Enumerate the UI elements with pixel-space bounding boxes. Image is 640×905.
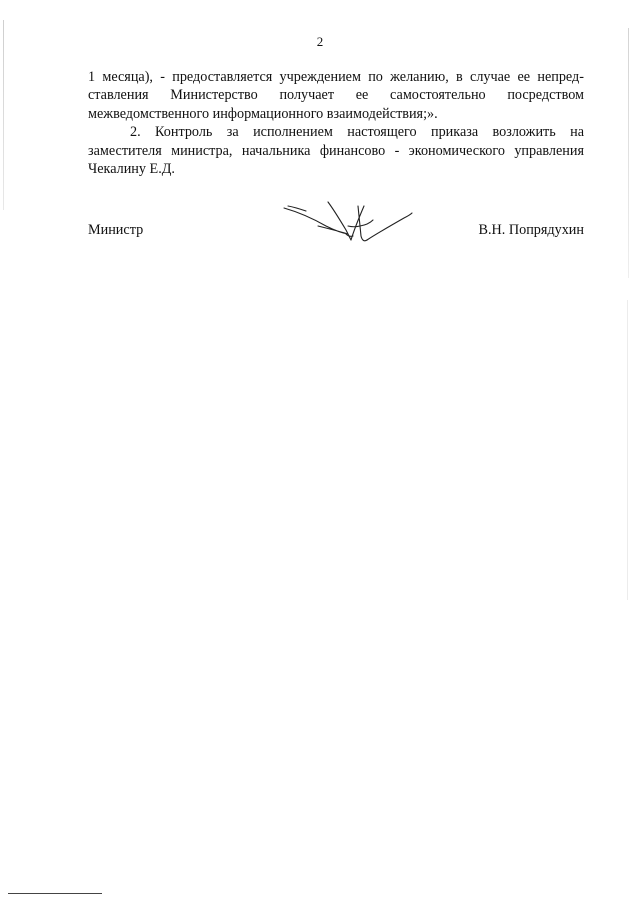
scan-edge-mark: [627, 300, 628, 600]
page-number: 2: [316, 34, 324, 49]
document-body: [88, 68, 584, 178]
paragraph-control-clause: 2. Контроль за исполнением настоящего приказа возложить на заместителя министра, начальника финансово - экономического управления Чекалину Е.Д.: [88, 124, 584, 178]
paragraph-continuation: 1 месяца), - предоставляется учреждением по желанию, в случае ее непред-ставления Министерство получает ее самостоятельно посредством межведомственного информационного взаимодействия;».: [88, 69, 584, 122]
signatory-role: Министр: [88, 222, 144, 238]
footer-rule: [8, 893, 102, 894]
signatory-name: В.Н. Попрядухин: [478, 222, 584, 238]
handwritten-signature: [278, 196, 418, 246]
scan-edge-mark: [628, 28, 629, 278]
